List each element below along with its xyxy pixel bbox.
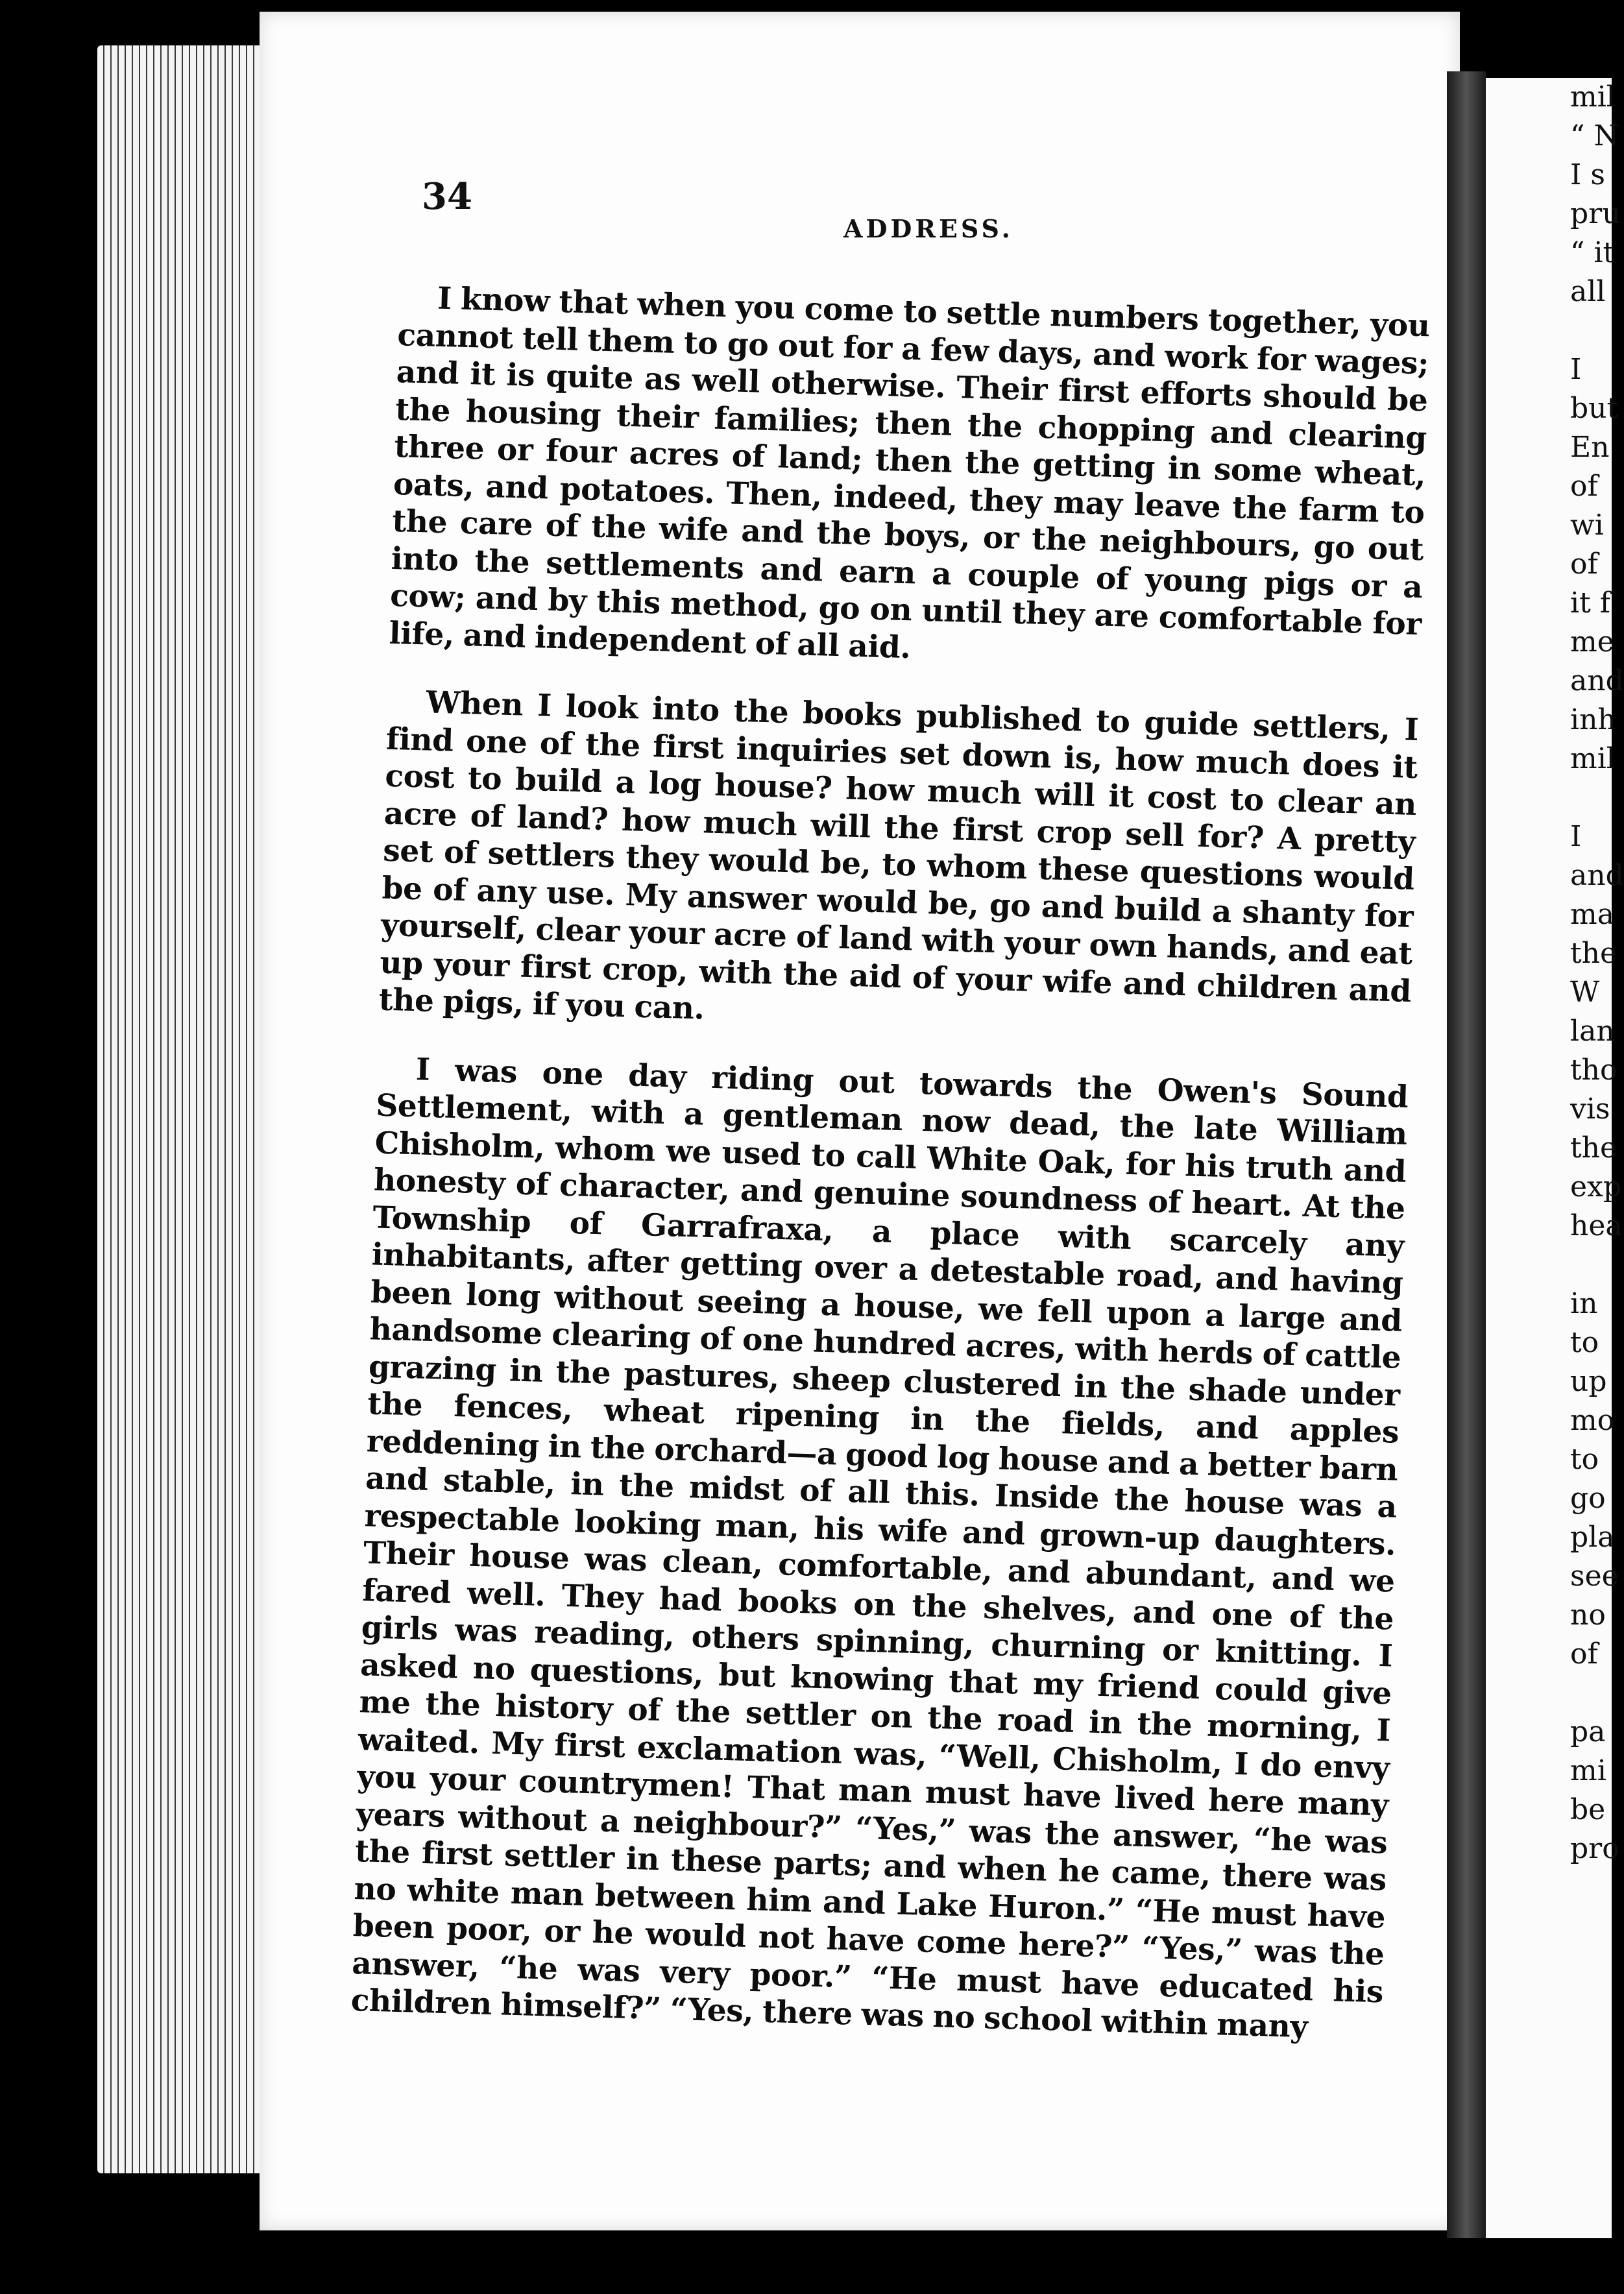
facing-page-fragment: En — [1570, 431, 1610, 464]
facing-page-fragment: see — [1570, 1560, 1619, 1593]
body-text — [350, 279, 1431, 2079]
facing-page-fragment: mo — [1570, 1404, 1615, 1437]
facing-page-fragments — [1486, 78, 1624, 1868]
facing-page-fragment: go — [1570, 1482, 1606, 1515]
facing-page-fragment: I — [1570, 820, 1582, 853]
facing-page-fragment — [1486, 1674, 1612, 1713]
facing-page-fragment — [1486, 311, 1612, 350]
facing-page-fragment: inh — [1570, 703, 1616, 736]
facing-page-fragment: and — [1570, 859, 1624, 892]
facing-page-fragment: pa — [1570, 1715, 1606, 1748]
paragraph-2: When I look into the books published to guide settlers, I find one of the first inquiries set down is, how much does it cost to build a log house? how much will it cost to clear an acre of land? how much will the first crop sell for? A pretty set of settlers they would be, to whom these questions would be of any use. My answer would be, go and build a shanty for yourself, clear your acre of land with your own hands, and eat up your first crop, with the aid of your wife and children and the pigs, if you can. — [378, 684, 1419, 1027]
facing-page-fragment — [1486, 1246, 1612, 1285]
facing-page-fragment: hea — [1570, 1209, 1623, 1242]
facing-page-fragment: the — [1570, 937, 1618, 970]
book-gutter — [1447, 71, 1486, 2238]
facing-page-fragment: ma — [1570, 898, 1614, 931]
facing-page-fragment: of — [1570, 1637, 1598, 1671]
facing-page-fragment: no — [1570, 1599, 1606, 1632]
facing-page-fragment: all — [1570, 275, 1606, 308]
facing-page-fragment: “ N — [1570, 119, 1619, 152]
facing-page-fragment: pru — [1570, 197, 1621, 230]
facing-page-fragment: of — [1570, 470, 1598, 503]
facing-page-fragment: to — [1570, 1443, 1599, 1476]
paragraph-3: I was one day riding out towards the Owen's Sound Settlement, with a gentleman now dead, the late William Chisholm, whom we used to call White Oak, for his truth and honesty of character, and genuine soundness of heart. At the Township of Garrafraxa, a place with scarcely any inhabitants, after getting over a detestable road, and having been long without seeing a house, we fell upon a large and handsome clearing of one hundred acres, with herds of cattle grazing in the pastures, sheep clustered in the shade under the fences, wheat ripening in the fields, and apples reddening in the orchard—a good log house and a better barn and stable, in the midst of all this. Inside the house was a respectable looking man, his wife and grown-up daughters. Their house was clean, comfortable, and abundant, and we fared well. They had books on the shelves, and one of the girls was reading, others spinning, churning or knitting. I asked no questions, but knowing that my friend could give me the history of the settler on the road in the morning, I waited. My first exclamation was, “Well, Chisholm, I do envy you your countrymen! That man must have lived here many years without a neighbour?” “Yes,” was the answer, “he was the first settler in these parts; and when he came, there was no white man between him and Lake Huron.” “He must have been poor, or he would not have come here?” “Yes,” was the answer, “he was very poor.” “He must have educated his children himself?” “Yes, there was no school within many — [350, 1051, 1409, 2046]
paragraph-1: I know that when you come to settle numbers together, you cannot tell them to go out for a few days, and work for wages; and it is quite as well otherwise. Their first efforts should be the housing their families; then the chopping and clearing three or four acres of land; then the getting in some wheat, oats, and potatoes. Then, indeed, they may leave the farm to the care of the wife and the boys, or the neighbours, go out into the settlements and earn a couple of young pigs or a cow; and by this method, go on until they are comfortable for life, and independent of all aid. — [388, 280, 1431, 666]
facing-page-fragment: in — [1570, 1287, 1598, 1320]
facing-page-fragment: up — [1570, 1365, 1607, 1398]
facing-page-fragment: of — [1570, 548, 1598, 581]
running-head: ADDRESS. — [843, 214, 1013, 243]
facing-page-fragment: pro — [1570, 1832, 1619, 1865]
facing-page-fragment: I s — [1570, 158, 1605, 191]
facing-page-fragment: mil — [1570, 742, 1616, 775]
facing-page-fragment: pla — [1570, 1521, 1615, 1554]
facing-page-fragment: it f — [1570, 586, 1611, 620]
facing-page-fragment: tho — [1570, 1054, 1618, 1087]
facing-page — [1486, 78, 1624, 2238]
facing-page-fragment — [1486, 779, 1612, 817]
facing-page-fragment: mi — [1570, 1754, 1606, 1787]
facing-page-fragment: but — [1570, 392, 1619, 425]
facing-page-fragment: and — [1570, 664, 1624, 697]
page-number: 34 — [422, 175, 472, 218]
facing-page-fragment: “ it — [1570, 236, 1615, 269]
facing-page-fragment: I — [1570, 353, 1582, 386]
facing-page-fragment: me — [1570, 625, 1614, 658]
facing-page-fragment: wi — [1570, 509, 1604, 542]
facing-page-fragment: W — [1570, 976, 1600, 1009]
facing-page-fragment: to — [1570, 1326, 1599, 1359]
facing-page-fragment: the — [1570, 1131, 1618, 1165]
facing-page-fragment: exp — [1570, 1170, 1622, 1203]
facing-page-fragment: mil — [1570, 80, 1616, 114]
facing-page-fragment: be — [1570, 1793, 1606, 1826]
facing-page-fragment: vis — [1570, 1093, 1610, 1126]
facing-page-fragment: lan — [1570, 1015, 1615, 1048]
